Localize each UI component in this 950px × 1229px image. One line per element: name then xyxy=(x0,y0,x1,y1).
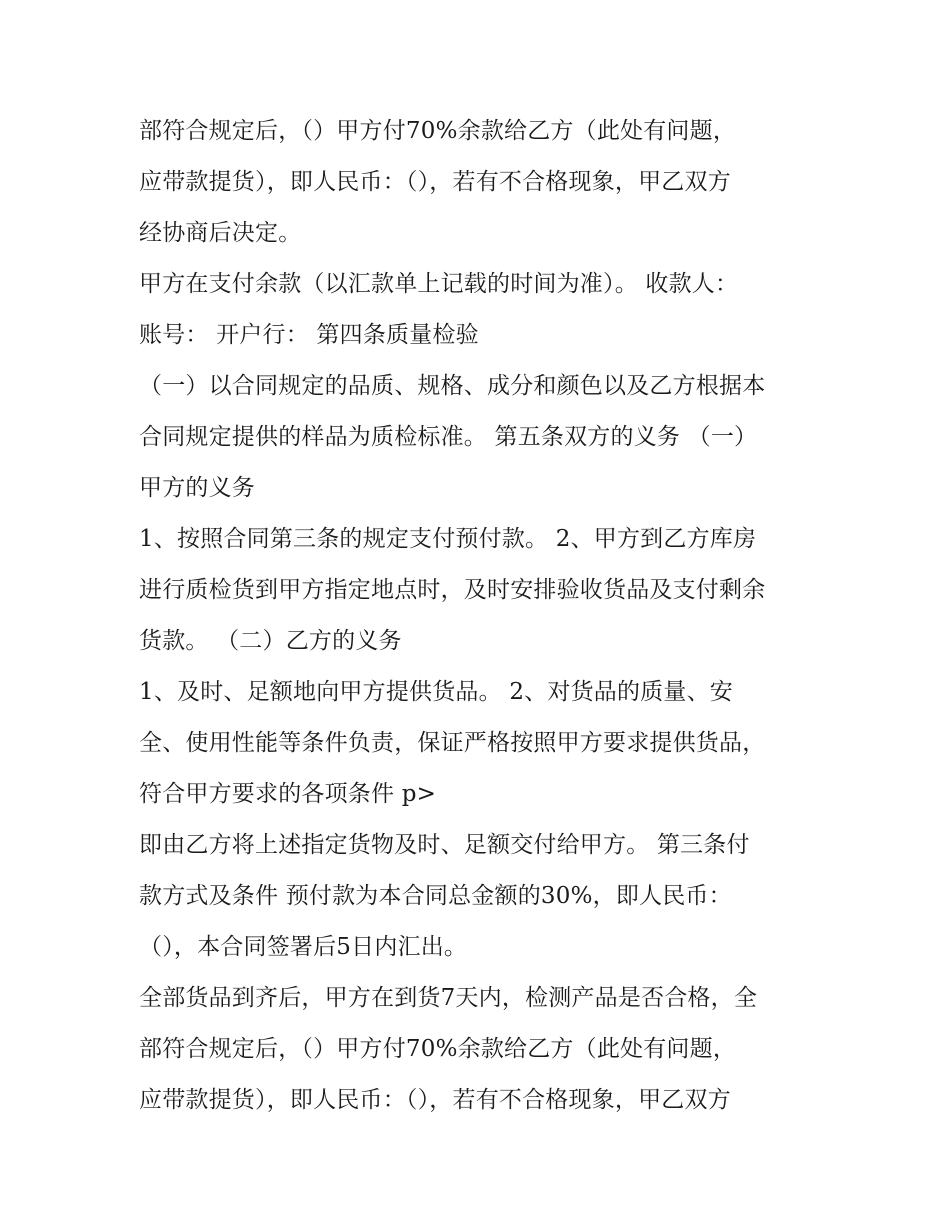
text-line: 账号： 开户行： 第四条质量检验 xyxy=(139,322,479,348)
text-line: 经协商后决定。 xyxy=(139,220,302,246)
text-line: 款方式及条件 预付款为本合同总金额的30%，即人民币： xyxy=(139,883,732,909)
text-line: 符合甲方要求的各项条件 p> xyxy=(139,781,437,807)
text-line: 1、按照合同第三条的规定支付预付款。 2、甲方到乙方库房 xyxy=(139,526,757,552)
text-line: 全、使用性能等条件负责，保证严格按照甲方要求提供货品， xyxy=(139,730,766,756)
text-line: （一）以合同规定的品质、规格、成分和颜色以及乙方根据本 xyxy=(139,373,766,399)
text-line: 部符合规定后，（）甲方付70%余款给乙方（此处有问题， xyxy=(139,118,737,144)
text-line: 合同规定提供的样品为质检标准。 第五条双方的义务 （一） xyxy=(139,424,758,450)
text-line: （），本合同签署后5日内汇出。 xyxy=(139,934,468,960)
document-body xyxy=(139,106,829,1126)
text-line: 进行质检货到甲方指定地点时，及时安排验收货品及支付剩余 xyxy=(139,577,766,603)
text-line: 货款。 （二）乙方的义务 xyxy=(139,628,402,654)
text-line: 即由乙方将上述指定货物及时、足额交付给甲方。 第三条付 xyxy=(139,832,750,858)
text-line: 部符合规定后，（）甲方付70%余款给乙方（此处有问题， xyxy=(139,1036,737,1062)
text-line: 应带款提货），即人民币：（），若有不合格现象，甲乙双方 xyxy=(139,169,731,195)
text-line: 应带款提货），即人民币：（），若有不合格现象，甲乙双方 xyxy=(139,1087,731,1113)
text-line: 全部货品到齐后，甲方在到货7天内，检测产品是否合格，全 xyxy=(139,985,758,1011)
text-line: 甲方的义务 xyxy=(139,475,255,501)
text-line: 甲方在支付余款（以汇款单上记载的时间为准）。 收款人： xyxy=(139,271,739,297)
text-line: 1、及时、足额地向甲方提供货品。 2、对货品的质量、安 xyxy=(139,679,733,705)
